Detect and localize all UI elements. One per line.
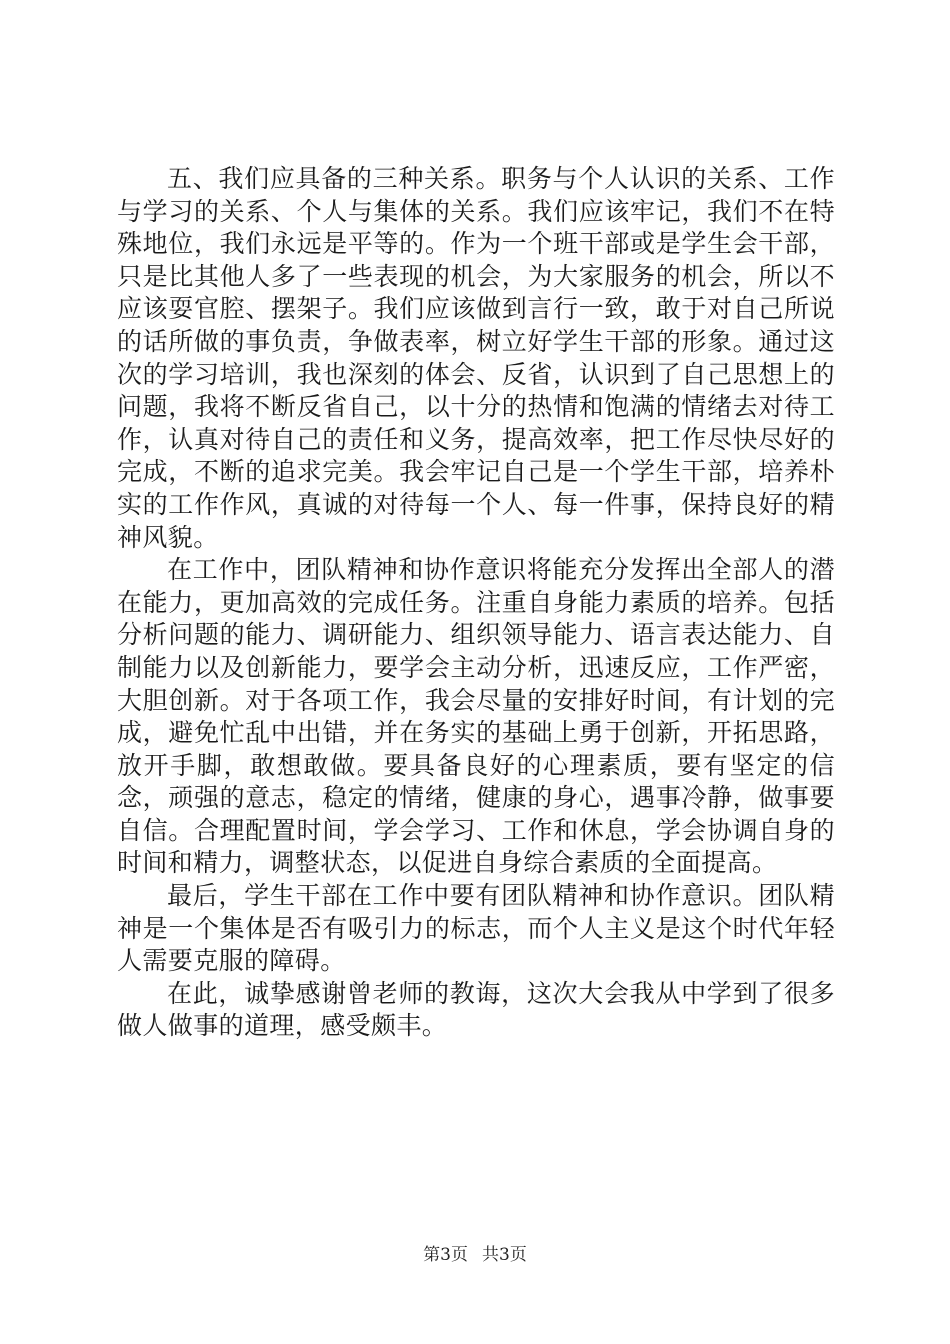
paragraph-teamwork-abilities: 在工作中，团队精神和协作意识将能充分发挥出全部人的潜在能力，更加高效的完成任务。注重自身能力素质的培养。包括分析问题的能力、调研能力、组织领导能力、语言表达能力、自制能力以及创新能力，要学会主动分析，迅速反应，工作严密，大胆创新。对于各项工作，我会尽量的安排好时间，有计划的完成，避免忙乱中出错，并在务实的基础上勇于创新，开拓思路，放开手脚，敢想敢做。要具备良好的心理素质，要有坚定的信念，顽强的意志，稳定的情绪，健康的身心，遇事冷静，做事要自信。合理配置时间，学会学习、工作和休息，学会协调自身的时间和精力，调整状态，以促进自身综合素质的全面提高。 [117,555,835,878]
page-total: 共3页 [482,1245,527,1265]
page-footer [0,1244,950,1266]
paragraph-three-relationships: 五、我们应具备的三种关系。职务与个人认识的关系、工作与学习的关系、个人与集体的关系。我们应该牢记，我们不在特殊地位，我们永远是平等的。作为一个班干部或是学生会干部，只是比其他人多了一些表现的机会，为大家服务的机会，所以不应该耍官腔、摆架子。我们应该做到言行一致，敢于对自己所说的话所做的事负责，争做表率，树立好学生干部的形象。通过这次的学习培训，我也深刻的体会、反省，认识到了自己思想上的问题，我将不断反省自己，以十分的热情和饱满的情绪去对待工作，认真对待自己的责任和义务，提高效率，把工作尽快尽好的完成，不断的追求完美。我会牢记自己是一个学生干部，培养朴实的工作作风，真诚的对待每一个人、每一件事，保持良好的精神风貌。 [117,164,835,552]
paragraph-thanks: 在此，诚挚感谢曾老师的教诲，这次大会我从中学到了很多做人做事的道理，感受颇丰。 [117,978,835,1041]
page-number: 第3页 [423,1245,468,1265]
document-body [117,163,835,1043]
paragraph-finally: 最后，学生干部在工作中要有团队精神和协作意识。团队精神是一个集体是否有吸引力的标志，而个人主义是这个时代年轻人需要克服的障碍。 [117,881,835,976]
